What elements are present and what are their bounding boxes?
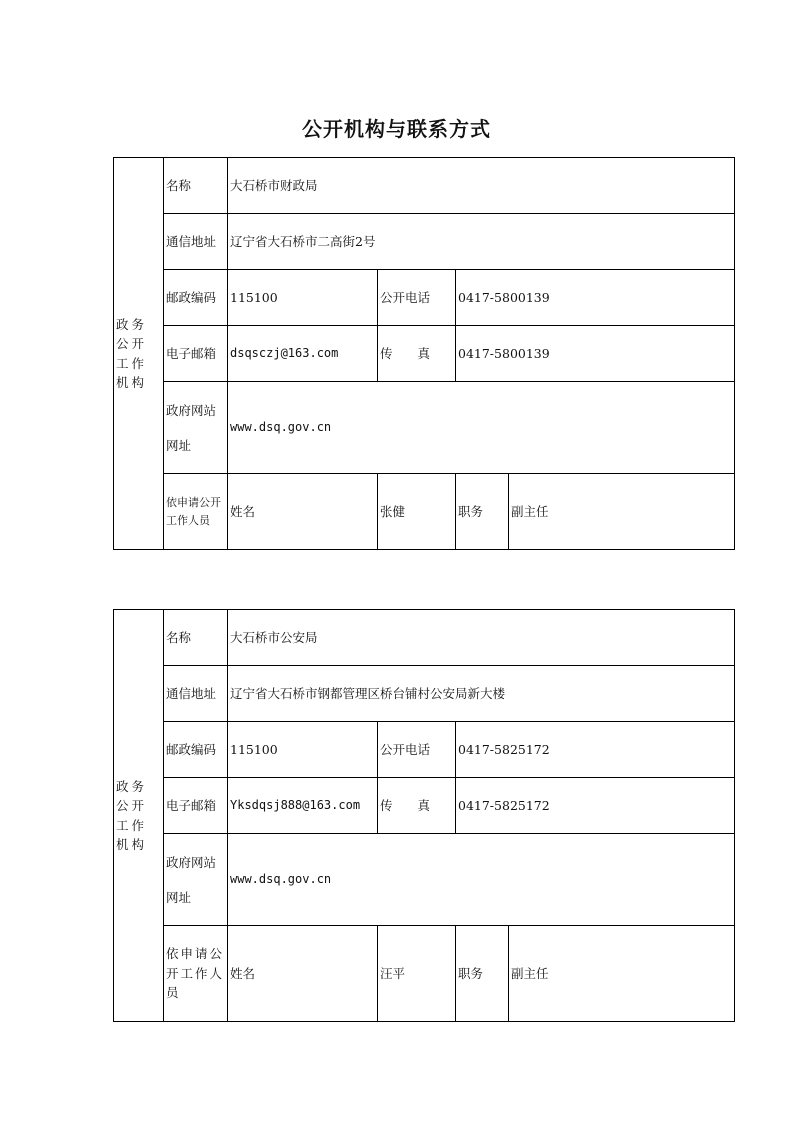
address-value: 辽宁省大石桥市二高街2号 — [228, 214, 735, 270]
side-label: 政务公开工作机构 — [114, 158, 164, 550]
email-label: 电子邮箱 — [164, 778, 228, 834]
side-label: 政务公开工作机构 — [114, 610, 164, 1022]
fax-value: 0417-5825172 — [456, 778, 735, 834]
name-label: 名称 — [164, 158, 228, 214]
fax-value: 0417-5800139 — [456, 326, 735, 382]
staff-row — [114, 926, 735, 1022]
name-row — [114, 610, 735, 666]
postcode-value: 115100 — [228, 722, 378, 778]
address-row — [114, 214, 735, 270]
website-row — [114, 382, 735, 474]
postcode-row — [114, 722, 735, 778]
position-label: 职务 — [456, 474, 509, 550]
person-name-label: 姓名 — [228, 474, 378, 550]
person-name: 汪平 — [378, 926, 456, 1022]
email-value: dsqsczj@163.com — [228, 326, 378, 382]
page-title: 公开机构与联系方式 — [302, 117, 491, 141]
phone-label: 公开电话 — [378, 270, 456, 326]
postcode-row — [114, 270, 735, 326]
website-value: www.dsq.gov.cn — [228, 382, 735, 474]
name-label: 名称 — [164, 610, 228, 666]
email-row — [114, 778, 735, 834]
website-row — [114, 834, 735, 926]
website-value: www.dsq.gov.cn — [228, 834, 735, 926]
address-value: 辽宁省大石桥市钢都管理区桥台铺村公安局新大楼 — [228, 666, 735, 722]
phone-label: 公开电话 — [378, 722, 456, 778]
postcode-label: 邮政编码 — [164, 270, 228, 326]
address-label: 通信地址 — [164, 214, 228, 270]
website-label: 政府网站网址 — [164, 834, 228, 926]
postcode-value: 115100 — [228, 270, 378, 326]
contact-table-2 — [113, 609, 735, 1022]
org-name: 大石桥市财政局 — [228, 158, 735, 214]
postcode-label: 邮政编码 — [164, 722, 228, 778]
address-row — [114, 666, 735, 722]
contact-table-1 — [113, 157, 735, 550]
phone-value: 0417-5825172 — [456, 722, 735, 778]
name-row — [114, 158, 735, 214]
person-name-label: 姓名 — [228, 926, 378, 1022]
email-row — [114, 326, 735, 382]
address-label: 通信地址 — [164, 666, 228, 722]
staff-label: 依申请公开工作人员 — [164, 926, 228, 1022]
staff-label: 依申请公开工作人员 — [164, 474, 228, 550]
staff-row — [114, 474, 735, 550]
website-label: 政府网站网址 — [164, 382, 228, 474]
email-value: Yksdqsj888@163.com — [228, 778, 378, 834]
phone-value: 0417-5800139 — [456, 270, 735, 326]
position-label: 职务 — [456, 926, 509, 1022]
position-value: 副主任 — [509, 926, 735, 1022]
fax-label: 传 真 — [378, 326, 456, 382]
fax-label: 传 真 — [378, 778, 456, 834]
position-value: 副主任 — [509, 474, 735, 550]
org-name: 大石桥市公安局 — [228, 610, 735, 666]
email-label: 电子邮箱 — [164, 326, 228, 382]
person-name: 张健 — [378, 474, 456, 550]
